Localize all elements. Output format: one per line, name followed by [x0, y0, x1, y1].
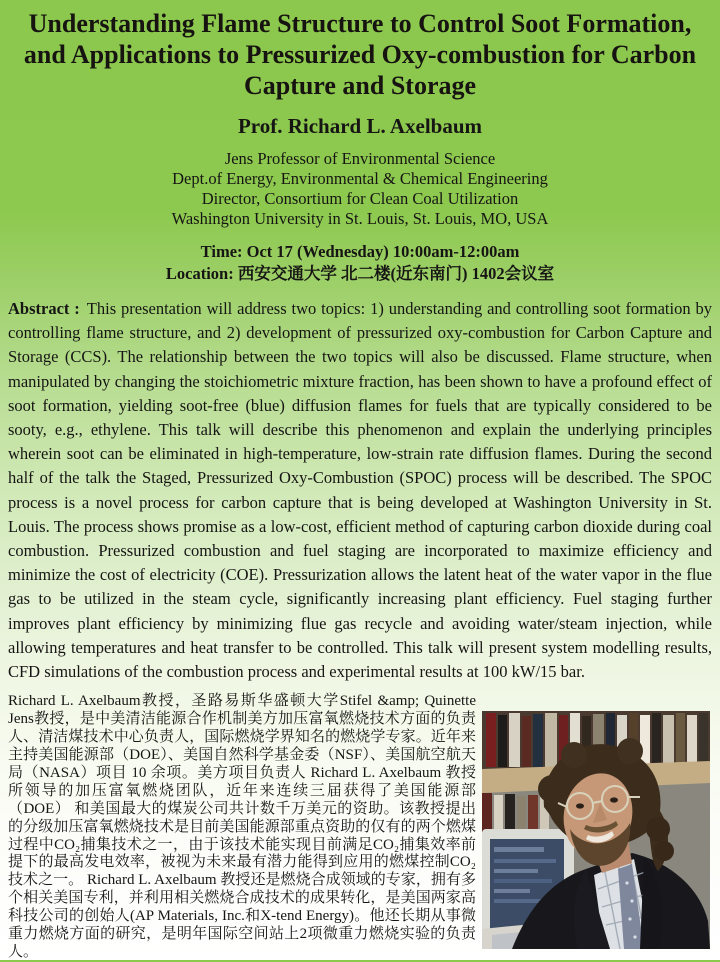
poster-title: Understanding Flame Structure to Control Soot Formation, and Applications to Pressurized Oxy-combustion for Carbon Capture and Storage — [23, 9, 697, 100]
affiliation-line-3: Director, Consortium for Clean Coal Utilization — [201, 189, 519, 208]
bio-section — [0, 693, 720, 962]
bio-paragraph: Richard L. Axelbaum教授，圣路易斯华盛顿大学Stifel &amp; Quinette Jens教授，是中美清洁能源合作机制美方加压富氧燃烧技术方面的负责人、清洁煤技术中心负责人，国际燃烧学界知名的燃烧学专家。近年来主持美国能源部（DOE）、美国自然科学基金委（NSF）、美国航空航天局（NASA）项目 10 余项。美方项目负责人 Richard L. Axelbaum 教授所领导的加压富氧燃烧团队，近年来连续三届获得了美国能源部（DOE） 和美国最大的煤炭公司共计数千万美元的资助。该教授提出的分级加压富氧燃烧技术是目前美国能源部重点资助的仅有的两个燃煤过程中CO₂捕集技术之一，由于该技术能实现目前满足CO₂捕集效率前提下的最高发电效率，被视为未来最有潜力能得到应用的燃煤控制CO₂技术之一。 Richard L. Axelbaum 教授还是燃烧合成领域的专家，拥有多个相关美国专利，并利用相关燃烧合成技术的成果转化，是美国两家高科技公司的创始人(AP Materials, Inc.和X-tend Energy)。他还长期从事微重力燃烧方面的研究，是明年国际空间站上2项微重力燃烧实验的负责人。 — [8, 693, 476, 960]
abstract-paragraph — [8, 297, 712, 684]
affiliation-line-2: Dept.of Energy, Environmental & Chemical Engineering — [172, 169, 548, 188]
event-location: Location: 西安交通大学 北二楼(近东南门) 1402会议室 — [165, 263, 555, 283]
abstract-label: Abstract : — [8, 299, 80, 318]
affiliation-block — [0, 149, 720, 229]
speaker-photo-illustration — [482, 711, 710, 949]
speaker-photo — [482, 711, 710, 949]
speaker-name: Prof. Richard L. Axelbaum — [237, 114, 483, 138]
event-time: Time: Oct 17 (Wednesday) 10:00am-12:00am — [200, 242, 520, 261]
abstract-text: This presentation will address two topics: 1) understanding and controlling soot formation by controlling flame structure, and 2) development of pressurized oxy-combustion for Carbon Capture and Storage (CCS). The relationship between the two topics will also be discussed. Flame structure, when manipulated by changing the stoichiometric mixture fraction, has been shown to have a profound effect of soot formation, yielding soot-free (blue) diffusion flames for fuels that are typically considered to be sooty, e.g., ethylene. This talk will describe this phenomenon and explain the underlying principles wherein soot can be eliminated in high-temperature, low-strain rate diffusion flames. During the second half of the talk the Staged, Pressurized Oxy-Combustion (SPOC) process will be described. The SPOC process is a novel process for carbon capture that is being developed at Washington University in St. Louis. The process shows promise as a low-cost, efficient method of capturing carbon dioxide during coal combustion. Pressurized combustion and fuel staging are incorporated to maximize efficiency and minimize the cost of electricity (COE). Pressurization allows the latent heat of the water vapor in the flue gas to be utilized in the steam cycle, significantly increasing plant efficiency. Fuel staging further improves plant efficiency by minimizing flue gas recycle and avoiding water/steam injection, while allowing temperatures and heat transfer to be controlled. This talk will present system modelling results, CFD simulations of the combustion process and experimental results at 100 kW/15 bar. — [8, 299, 712, 682]
affiliation-line-4: Washington University in St. Louis, St. Louis, MO, USA — [171, 209, 549, 228]
affiliation-line-1: Jens Professor of Environmental Science — [224, 149, 496, 168]
event-details — [0, 241, 720, 284]
